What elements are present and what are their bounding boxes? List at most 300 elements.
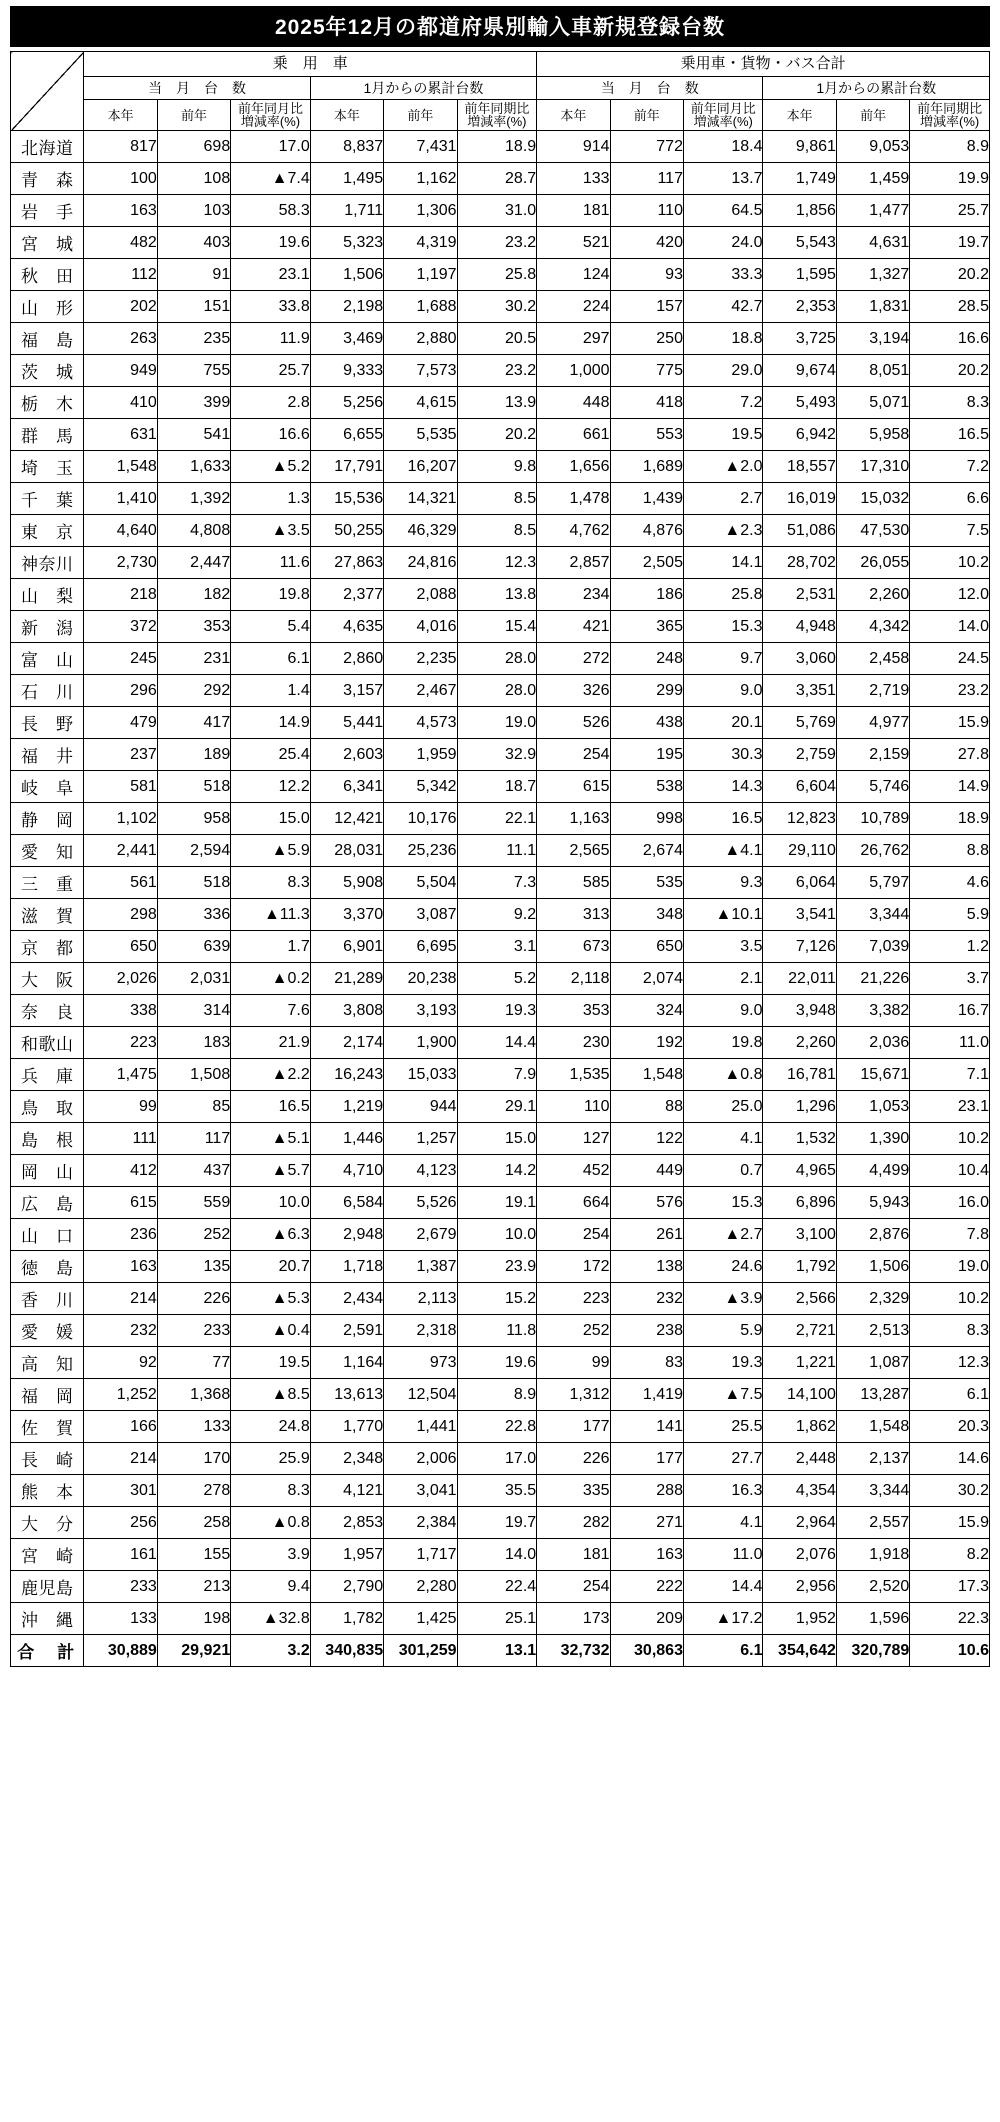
count-value: 127 (537, 1123, 610, 1155)
count-value: 248 (610, 643, 683, 675)
count-value: 518 (157, 771, 230, 803)
table-row (11, 899, 990, 931)
ratio-value: 25.7 (231, 355, 311, 387)
header-col-ratio-month (683, 100, 763, 131)
count-value: 4,319 (384, 227, 457, 259)
ratio-value: 28.0 (457, 643, 537, 675)
prefecture-name: 高 知 (11, 1347, 84, 1379)
table-row (11, 1475, 990, 1507)
count-value: 1,957 (310, 1539, 383, 1571)
count-value: 553 (610, 419, 683, 451)
count-value: 4,977 (836, 707, 909, 739)
count-value: 12,421 (310, 803, 383, 835)
prefecture-name: 秋 田 (11, 259, 84, 291)
count-value: 3,469 (310, 323, 383, 355)
count-value: 417 (157, 707, 230, 739)
count-value: 755 (157, 355, 230, 387)
ratio-value: 3.7 (910, 963, 990, 995)
table-row (11, 1187, 990, 1219)
prefecture-name: 富 山 (11, 643, 84, 675)
count-value: 83 (610, 1347, 683, 1379)
ratio-value: 15.3 (683, 611, 763, 643)
count-value: 1,252 (84, 1379, 157, 1411)
count-value: 181 (537, 1539, 610, 1571)
count-value: 282 (537, 1507, 610, 1539)
ratio-value: 20.3 (910, 1411, 990, 1443)
count-value: 1,831 (836, 291, 909, 323)
count-value: 6,064 (763, 867, 836, 899)
count-value: 163 (610, 1539, 683, 1571)
ratio-value: 5.2 (457, 963, 537, 995)
ratio-value: 30.2 (910, 1475, 990, 1507)
count-value: 261 (610, 1219, 683, 1251)
count-value: 51,086 (763, 515, 836, 547)
count-value: 5,958 (836, 419, 909, 451)
ratio-value: 19.5 (683, 419, 763, 451)
prefecture-name: 新 潟 (11, 611, 84, 643)
count-value: 214 (84, 1283, 157, 1315)
ratio-value: 15.3 (683, 1187, 763, 1219)
ratio-value: 31.0 (457, 195, 537, 227)
count-value: 222 (610, 1571, 683, 1603)
count-value: 272 (537, 643, 610, 675)
count-value: 163 (84, 195, 157, 227)
table-row (11, 131, 990, 163)
count-value: 192 (610, 1027, 683, 1059)
count-value: 1,688 (384, 291, 457, 323)
count-value: 2,384 (384, 1507, 457, 1539)
count-value: 77 (157, 1347, 230, 1379)
count-value: 15,033 (384, 1059, 457, 1091)
ratio-value: 12.0 (910, 579, 990, 611)
count-value: 2,377 (310, 579, 383, 611)
count-value: 1,459 (836, 163, 909, 195)
table-row (11, 771, 990, 803)
ratio-value: 1.2 (910, 931, 990, 963)
count-value: 4,573 (384, 707, 457, 739)
count-value: 5,256 (310, 387, 383, 419)
ratio-value: 24.0 (683, 227, 763, 259)
ratio-value: 12.3 (910, 1347, 990, 1379)
count-value: 254 (537, 739, 610, 771)
count-value: 631 (84, 419, 157, 451)
count-value: 3,808 (310, 995, 383, 1027)
ratio-value: 9.2 (457, 899, 537, 931)
count-value: 236 (84, 1219, 157, 1251)
ratio-value: 15.4 (457, 611, 537, 643)
prefecture-name: 山 口 (11, 1219, 84, 1251)
count-value: 226 (157, 1283, 230, 1315)
count-value: 296 (84, 675, 157, 707)
prefecture-name: 愛 知 (11, 835, 84, 867)
count-value: 1,087 (836, 1347, 909, 1379)
ratio-value: 16.5 (910, 419, 990, 451)
prefecture-name: 愛 媛 (11, 1315, 84, 1347)
count-value: 6,901 (310, 931, 383, 963)
count-value: 2,280 (384, 1571, 457, 1603)
count-value: 9,053 (836, 131, 909, 163)
ratio-value: 24.5 (910, 643, 990, 675)
ratio-value: 22.8 (457, 1411, 537, 1443)
count-value: 161 (84, 1539, 157, 1571)
ratio-value: 15.0 (457, 1123, 537, 1155)
registration-table (10, 51, 990, 1667)
count-value: 2,329 (836, 1283, 909, 1315)
count-value: 538 (610, 771, 683, 803)
ratio-value: 18.8 (683, 323, 763, 355)
count-value: 949 (84, 355, 157, 387)
ratio-value: 25.9 (231, 1443, 311, 1475)
ratio-value: 16.0 (910, 1187, 990, 1219)
count-value: 1,495 (310, 163, 383, 195)
ratio-value: 13.1 (457, 1635, 537, 1667)
ratio-value: 33.8 (231, 291, 311, 323)
header-col-this-year: 本年 (537, 100, 610, 131)
count-value: 1,548 (836, 1411, 909, 1443)
ratio-value: 8.9 (457, 1379, 537, 1411)
ratio-value: 6.1 (231, 643, 311, 675)
table-row (11, 483, 990, 515)
count-value: 4,354 (763, 1475, 836, 1507)
ratio-value: ▲4.1 (683, 835, 763, 867)
ratio-value: 6.1 (910, 1379, 990, 1411)
ratio-value: 35.5 (457, 1475, 537, 1507)
count-value: 29,110 (763, 835, 836, 867)
count-value: 110 (537, 1091, 610, 1123)
prefecture-name: 千 葉 (11, 483, 84, 515)
table-row (11, 835, 990, 867)
count-value: 1,312 (537, 1379, 610, 1411)
count-value: 7,431 (384, 131, 457, 163)
count-value: 157 (610, 291, 683, 323)
count-value: 1,900 (384, 1027, 457, 1059)
header-ratio-line1: 前年同月比 (237, 101, 303, 116)
prefecture-name: 奈 良 (11, 995, 84, 1027)
count-value: 2,260 (763, 1027, 836, 1059)
header-col-ratio-cumulative (457, 100, 537, 131)
count-value: 1,548 (610, 1059, 683, 1091)
count-value: 223 (84, 1027, 157, 1059)
count-value: 14,100 (763, 1379, 836, 1411)
count-value: 135 (157, 1251, 230, 1283)
ratio-value: 8.3 (231, 867, 311, 899)
ratio-value: 15.2 (457, 1283, 537, 1315)
count-value: 9,333 (310, 355, 383, 387)
count-value: 233 (157, 1315, 230, 1347)
count-value: 202 (84, 291, 157, 323)
ratio-value: 19.9 (910, 163, 990, 195)
count-value: 238 (610, 1315, 683, 1347)
table-row (11, 931, 990, 963)
count-value: 2,118 (537, 963, 610, 995)
count-value: 2,318 (384, 1315, 457, 1347)
count-value: 99 (84, 1091, 157, 1123)
ratio-value: 9.7 (683, 643, 763, 675)
count-value: 7,573 (384, 355, 457, 387)
count-value: 124 (537, 259, 610, 291)
ratio-value: 10.0 (457, 1219, 537, 1251)
ratio-value: 8.5 (457, 483, 537, 515)
header-ratio-line1: 前年同月比 (690, 101, 756, 116)
count-value: 998 (610, 803, 683, 835)
count-value: 252 (157, 1219, 230, 1251)
count-value: 958 (157, 803, 230, 835)
count-value: 5,071 (836, 387, 909, 419)
count-value: 3,344 (836, 1475, 909, 1507)
count-value: 163 (84, 1251, 157, 1283)
count-value: 3,100 (763, 1219, 836, 1251)
count-value: 297 (537, 323, 610, 355)
ratio-value: 12.3 (457, 547, 537, 579)
count-value: 5,543 (763, 227, 836, 259)
prefecture-name: 宮 城 (11, 227, 84, 259)
count-value: 278 (157, 1475, 230, 1507)
ratio-value: ▲2.7 (683, 1219, 763, 1251)
table-row (11, 419, 990, 451)
ratio-value: 9.0 (683, 995, 763, 1027)
ratio-value: 22.3 (910, 1603, 990, 1635)
count-value: 3,541 (763, 899, 836, 931)
count-value: 32,732 (537, 1635, 610, 1667)
count-value: 1,792 (763, 1251, 836, 1283)
count-value: 3,060 (763, 643, 836, 675)
ratio-value: 9.8 (457, 451, 537, 483)
count-value: 1,918 (836, 1539, 909, 1571)
count-value: 181 (537, 195, 610, 227)
ratio-value: ▲5.7 (231, 1155, 311, 1187)
ratio-value: 17.0 (457, 1443, 537, 1475)
ratio-value: 20.2 (910, 259, 990, 291)
table-row (11, 1315, 990, 1347)
count-value: 449 (610, 1155, 683, 1187)
count-value: 1,508 (157, 1059, 230, 1091)
header-group-total: 乗用車・貨物・バス合計 (537, 52, 990, 77)
count-value: 254 (537, 1571, 610, 1603)
count-value: 482 (84, 227, 157, 259)
table-row (11, 323, 990, 355)
prefecture-name: 静 岡 (11, 803, 84, 835)
ratio-value: 24.6 (683, 1251, 763, 1283)
ratio-value: 17.3 (910, 1571, 990, 1603)
count-value: 3,087 (384, 899, 457, 931)
count-value: 292 (157, 675, 230, 707)
prefecture-name: 岩 手 (11, 195, 84, 227)
ratio-value: ▲0.2 (231, 963, 311, 995)
prefecture-name: 石 川 (11, 675, 84, 707)
ratio-value: ▲32.8 (231, 1603, 311, 1635)
count-value: 100 (84, 163, 157, 195)
count-value: 271 (610, 1507, 683, 1539)
count-value: 234 (537, 579, 610, 611)
prefecture-name: 東 京 (11, 515, 84, 547)
ratio-value: 13.8 (457, 579, 537, 611)
ratio-value: 20.2 (457, 419, 537, 451)
ratio-value: 20.7 (231, 1251, 311, 1283)
count-value: 348 (610, 899, 683, 931)
count-value: 1,749 (763, 163, 836, 195)
ratio-value: ▲6.3 (231, 1219, 311, 1251)
count-value: 16,243 (310, 1059, 383, 1091)
count-value: 314 (157, 995, 230, 1027)
count-value: 3,725 (763, 323, 836, 355)
count-value: 4,121 (310, 1475, 383, 1507)
count-value: 448 (537, 387, 610, 419)
ratio-value: 7.8 (910, 1219, 990, 1251)
count-value: 2,857 (537, 547, 610, 579)
ratio-value: 19.0 (457, 707, 537, 739)
count-value: 141 (610, 1411, 683, 1443)
count-value: 85 (157, 1091, 230, 1123)
prefecture-name: 京 都 (11, 931, 84, 963)
count-value: 817 (84, 131, 157, 163)
count-value: 182 (157, 579, 230, 611)
table-row (11, 1091, 990, 1123)
ratio-value: 8.2 (910, 1539, 990, 1571)
count-value: 133 (157, 1411, 230, 1443)
count-value: 6,655 (310, 419, 383, 451)
count-value: 170 (157, 1443, 230, 1475)
count-value: 5,797 (836, 867, 909, 899)
ratio-value: 2.1 (683, 963, 763, 995)
count-value: 2,505 (610, 547, 683, 579)
header-col-last-year: 前年 (836, 100, 909, 131)
ratio-value: 7.6 (231, 995, 311, 1027)
count-value: 237 (84, 739, 157, 771)
count-value: 16,019 (763, 483, 836, 515)
header-ratio-line1: 前年同期比 (464, 101, 530, 116)
ratio-value: 19.3 (683, 1347, 763, 1379)
header-col-last-year: 前年 (384, 100, 457, 131)
ratio-value: ▲3.5 (231, 515, 311, 547)
ratio-value: 24.8 (231, 1411, 311, 1443)
table-row (11, 1507, 990, 1539)
count-value: 4,640 (84, 515, 157, 547)
ratio-value: 58.3 (231, 195, 311, 227)
count-value: 1,053 (836, 1091, 909, 1123)
count-value: 209 (610, 1603, 683, 1635)
ratio-value: 14.9 (231, 707, 311, 739)
ratio-value: 9.3 (683, 867, 763, 899)
count-value: 186 (610, 579, 683, 611)
ratio-value: 2.8 (231, 387, 311, 419)
prefecture-name: 合 計 (11, 1635, 84, 1667)
count-value: 29,921 (157, 1635, 230, 1667)
count-value: 2,448 (763, 1443, 836, 1475)
ratio-value: 13.7 (683, 163, 763, 195)
count-value: 2,026 (84, 963, 157, 995)
count-value: 21,289 (310, 963, 383, 995)
count-value: 6,896 (763, 1187, 836, 1219)
ratio-value: 7.1 (910, 1059, 990, 1091)
prefecture-name: 大 分 (11, 1507, 84, 1539)
prefecture-name: 福 島 (11, 323, 84, 355)
ratio-value: ▲7.4 (231, 163, 311, 195)
page-title: 2025年12月の都道府県別輸入車新規登録台数 (10, 6, 990, 47)
count-value: 673 (537, 931, 610, 963)
ratio-value: 25.1 (457, 1603, 537, 1635)
ratio-value: 23.1 (231, 259, 311, 291)
ratio-value: 14.4 (457, 1027, 537, 1059)
count-value: 518 (157, 867, 230, 899)
count-value: 1,162 (384, 163, 457, 195)
header-col-this-year: 本年 (84, 100, 157, 131)
count-value: 226 (537, 1443, 610, 1475)
prefecture-name: 山 梨 (11, 579, 84, 611)
count-value: 338 (84, 995, 157, 1027)
count-value: 103 (157, 195, 230, 227)
count-value: 521 (537, 227, 610, 259)
count-value: 340,835 (310, 1635, 383, 1667)
count-value: 1,718 (310, 1251, 383, 1283)
table-row (11, 259, 990, 291)
count-value: 195 (610, 739, 683, 771)
count-value: 4,808 (157, 515, 230, 547)
ratio-value: 19.6 (231, 227, 311, 259)
count-value: 5,526 (384, 1187, 457, 1219)
table-total-row (11, 1635, 990, 1667)
count-value: 2,759 (763, 739, 836, 771)
table-row (11, 547, 990, 579)
ratio-value: 25.0 (683, 1091, 763, 1123)
count-value: 2,074 (610, 963, 683, 995)
ratio-value: 4.1 (683, 1507, 763, 1539)
count-value: 313 (537, 899, 610, 931)
ratio-value: 4.1 (683, 1123, 763, 1155)
ratio-value: 8.9 (910, 131, 990, 163)
count-value: 1,656 (537, 451, 610, 483)
count-value: 2,513 (836, 1315, 909, 1347)
ratio-value: 11.0 (910, 1027, 990, 1059)
count-value: 2,235 (384, 643, 457, 675)
count-value: 50,255 (310, 515, 383, 547)
count-value: 944 (384, 1091, 457, 1123)
header-col-last-year: 前年 (610, 100, 683, 131)
ratio-value: 23.1 (910, 1091, 990, 1123)
count-value: 5,535 (384, 419, 457, 451)
header-sub-cumulative-passenger: 1月からの累計台数 (310, 77, 536, 100)
ratio-value: ▲5.9 (231, 835, 311, 867)
count-value: 526 (537, 707, 610, 739)
count-value: 151 (157, 291, 230, 323)
corner-cell (11, 52, 84, 131)
count-value: 2,353 (763, 291, 836, 323)
count-value: 1,596 (836, 1603, 909, 1635)
prefecture-name: 埼 玉 (11, 451, 84, 483)
prefecture-name: 長 野 (11, 707, 84, 739)
count-value: 535 (610, 867, 683, 899)
prefecture-name: 山 形 (11, 291, 84, 323)
count-value: 3,157 (310, 675, 383, 707)
count-value: 4,342 (836, 611, 909, 643)
count-value: 245 (84, 643, 157, 675)
ratio-value: 14.1 (683, 547, 763, 579)
count-value: 177 (610, 1443, 683, 1475)
ratio-value: 18.9 (457, 131, 537, 163)
count-value: 372 (84, 611, 157, 643)
count-value: 1,856 (763, 195, 836, 227)
ratio-value: ▲17.2 (683, 1603, 763, 1635)
table-row (11, 1059, 990, 1091)
header-col-ratio-month (231, 100, 311, 131)
ratio-value: 14.6 (910, 1443, 990, 1475)
count-value: 2,076 (763, 1539, 836, 1571)
count-value: 2,088 (384, 579, 457, 611)
count-value: 1,478 (537, 483, 610, 515)
count-value: 1,548 (84, 451, 157, 483)
header-col-ratio-cumulative (910, 100, 990, 131)
count-value: 1,475 (84, 1059, 157, 1091)
count-value: 650 (84, 931, 157, 963)
